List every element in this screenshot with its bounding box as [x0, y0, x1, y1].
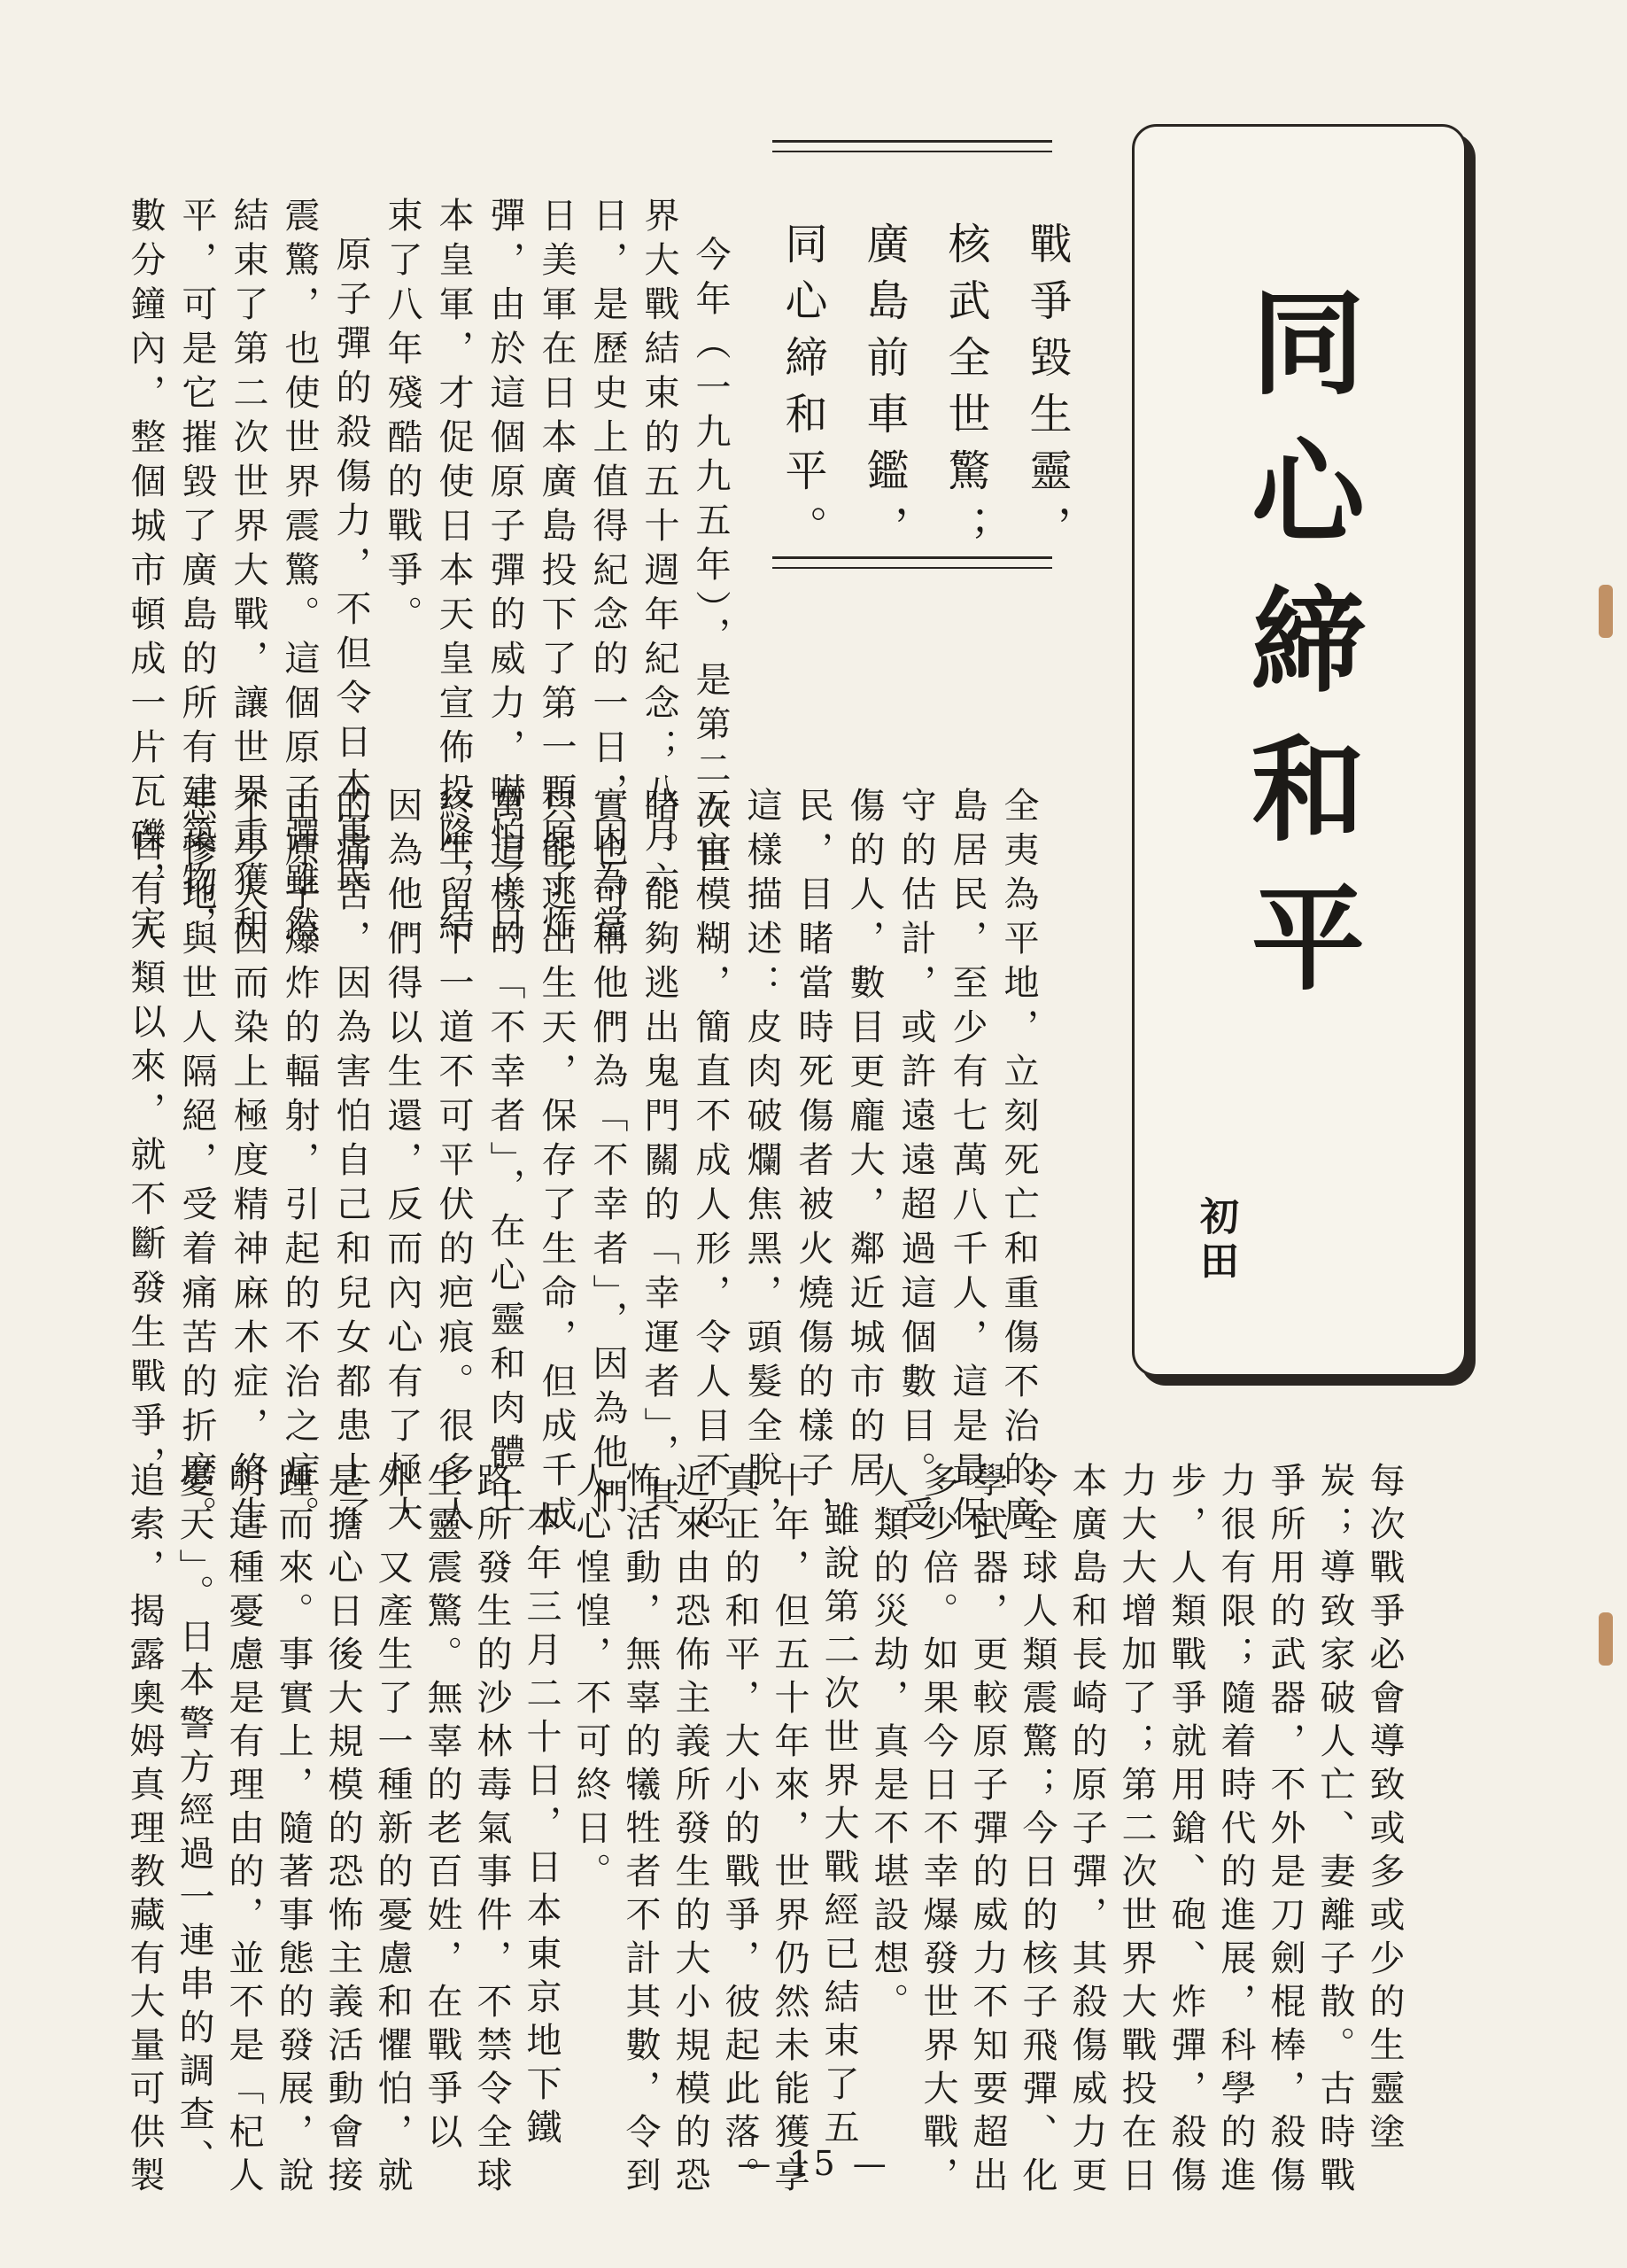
- page-number: — 15 —: [737, 2144, 890, 2183]
- text-column: 傷的人，數目更龐大，鄰近城市的居: [844, 787, 885, 1495]
- text-column: 十年，但五十年來，世界仍然未能獲享: [769, 1462, 810, 2200]
- text-column: 今年（一九九五年），是第二次世: [690, 236, 731, 882]
- text-column: 真正的和平，大小的戰爭，彼起此落。: [719, 1462, 760, 2200]
- text-column: 本皇軍，才促使日本天皇宣佈投降，結: [433, 197, 474, 950]
- text-column: 平，可是它摧毀了廣島的所有建築物，: [176, 197, 217, 950]
- text-column: 界大戰結束的五十週年紀念；八月六: [639, 197, 679, 905]
- text-column: 守的估計，或許遠遠超過這個數目。受: [895, 787, 936, 1540]
- text-column: 自有人類以來，就不斷發生戰爭，: [125, 826, 166, 1490]
- text-column: 每次戰爭必會導致或多或少的生靈塗: [1364, 1462, 1405, 2156]
- text-column: 終生留下一道不可平伏的疤痕。很多人: [433, 787, 474, 1540]
- poem-line: 廣島前車鑑，: [859, 221, 909, 562]
- poem: [762, 221, 1088, 562]
- text-column: 本廣島和長崎的原子彈，其殺傷威力更: [1066, 1462, 1107, 2200]
- text-column: 日，是歷史上值得紀念的一日，因為當: [587, 197, 628, 950]
- text-column: 是擔心日後大規模的恐怖主義活動會接: [322, 1462, 363, 2200]
- middle-text-block: [120, 787, 1044, 1540]
- text-column: 步，人類戰爭就用鎗、砲、炸彈，殺傷: [1166, 1462, 1206, 2200]
- article-author: 初田: [1193, 1196, 1238, 1285]
- text-column: 不少人因而染上極度精神麻木症，終生: [228, 787, 268, 1540]
- text-column: 因為他們得以生還，反而內心有了極大: [382, 787, 422, 1540]
- text-column: 學武器，更較原子彈的威力不知要超出: [967, 1462, 1008, 2200]
- text-column: 悲慘地與世人隔絕，受着痛苦的折磨。: [176, 787, 217, 1540]
- text-column: 爭所用的武器，不外是刀劍棍棒，殺傷: [1265, 1462, 1305, 2200]
- text-column: 民，目睹當時死傷者被火燒傷的樣子，: [793, 787, 833, 1540]
- text-column: 多少倍。如果今日不幸爆發世界大戰，: [918, 1462, 958, 2200]
- text-column: 人心惶惶，不可終日。: [570, 1462, 611, 1896]
- text-column: 萬這樣的「不幸者」，在心靈和肉體上: [484, 787, 525, 1522]
- poem-line: 同心締和平。: [778, 221, 827, 562]
- lower-text-block: [120, 1462, 1409, 2200]
- text-column: 雖說第二次世界大戰經已結束了五: [818, 1501, 859, 2152]
- text-column: 本年三月二十日，日本東京地下鐵: [521, 1501, 562, 2152]
- text-column: 憂天」。日本警方經過一連串的調查、: [174, 1462, 214, 2182]
- text-column: 怖活動，無辜的犧牲者不計其數，令到: [620, 1462, 661, 2200]
- poem-top-rule-2: [772, 151, 1052, 152]
- text-column: 由原子爆炸的輻射，引起的不治之症。: [279, 787, 320, 1540]
- text-column: 五官模糊，簡直不成人形，令人目不忍: [690, 787, 731, 1540]
- text-column: 全夷為平地，立刻死亡和重傷不治的廣: [998, 787, 1039, 1540]
- text-column: 路所發生的沙林毒氣事件，不禁令全球: [471, 1462, 512, 2200]
- text-column: 生靈震驚。無辜的老百姓，在戰爭以: [422, 1462, 462, 2156]
- text-column: 實也可稱他們為「不幸者」，因為他們: [587, 787, 628, 1522]
- text-column: 的痛苦，因為害怕自己和兒女都患上了: [330, 787, 371, 1540]
- text-column: 令全球人類震驚；今日的核子飛彈、化: [1017, 1462, 1058, 2200]
- text-column: 踵而來。事實上，隨著事態的發展，說: [273, 1462, 314, 2200]
- text-column: 外，又產生了一種新的憂慮和懼怕，就: [372, 1462, 413, 2200]
- binding-mark: [1599, 585, 1613, 638]
- text-column: 震驚，也使世界震驚。這個原子彈雖然: [279, 197, 320, 950]
- text-column: 人類的災劫，真是不堪設想。: [868, 1462, 909, 2026]
- text-column: 束了八年殘酷的戰爭。: [382, 197, 422, 640]
- poem-bottom-rule: [772, 556, 1052, 559]
- text-column: 炭；導致家破人亡、妻離子散。古時戰: [1314, 1462, 1355, 2200]
- text-column: 近來由恐佈主義所發生的大小規模的恐: [670, 1462, 710, 2200]
- text-column: 日美軍在日本廣島投下了第一顆原子炸: [536, 197, 577, 950]
- binding-mark: [1599, 1612, 1613, 1666]
- text-column: 數分鐘內，整個城市頓成一片瓦礫，完: [125, 197, 166, 950]
- text-column: 追索，揭露奧姆真理教藏有大量可供製: [124, 1462, 165, 2200]
- text-column: 原子彈的殺傷力，不但令日本軍民: [330, 236, 371, 900]
- poem-bottom-rule-2: [772, 567, 1052, 569]
- text-column: 這樣描述：皮肉破爛焦黑，頭髮全脫，: [741, 787, 782, 1540]
- text-column: 力很有限；隨着時代的進展，科學的進: [1215, 1462, 1256, 2200]
- text-column: 彈，由於這個原子彈的威力，嚇怕了日: [484, 197, 525, 950]
- text-column: 力大大增加了；第二次世界大戰投在日: [1116, 1462, 1157, 2200]
- poem-top-rule: [772, 140, 1052, 143]
- poem-line: 戰爭毀生靈，: [1022, 221, 1072, 562]
- text-column: 結束了第二次世界大戰，讓世界重獲和: [228, 197, 268, 950]
- text-column: 睹。能夠逃出鬼門關的「幸運者」，其: [639, 787, 679, 1522]
- text-column: 明這種憂慮是有理由的，並不是「杞人: [223, 1462, 264, 2200]
- text-column: 只能逃出生天，保存了生命，但成千成: [536, 787, 577, 1540]
- article-title: 同心締和平: [1232, 284, 1364, 1028]
- poem-line: 核武全世驚；: [941, 221, 990, 562]
- text-column: 島居民，至少有七萬八千人，這是最保: [947, 787, 988, 1540]
